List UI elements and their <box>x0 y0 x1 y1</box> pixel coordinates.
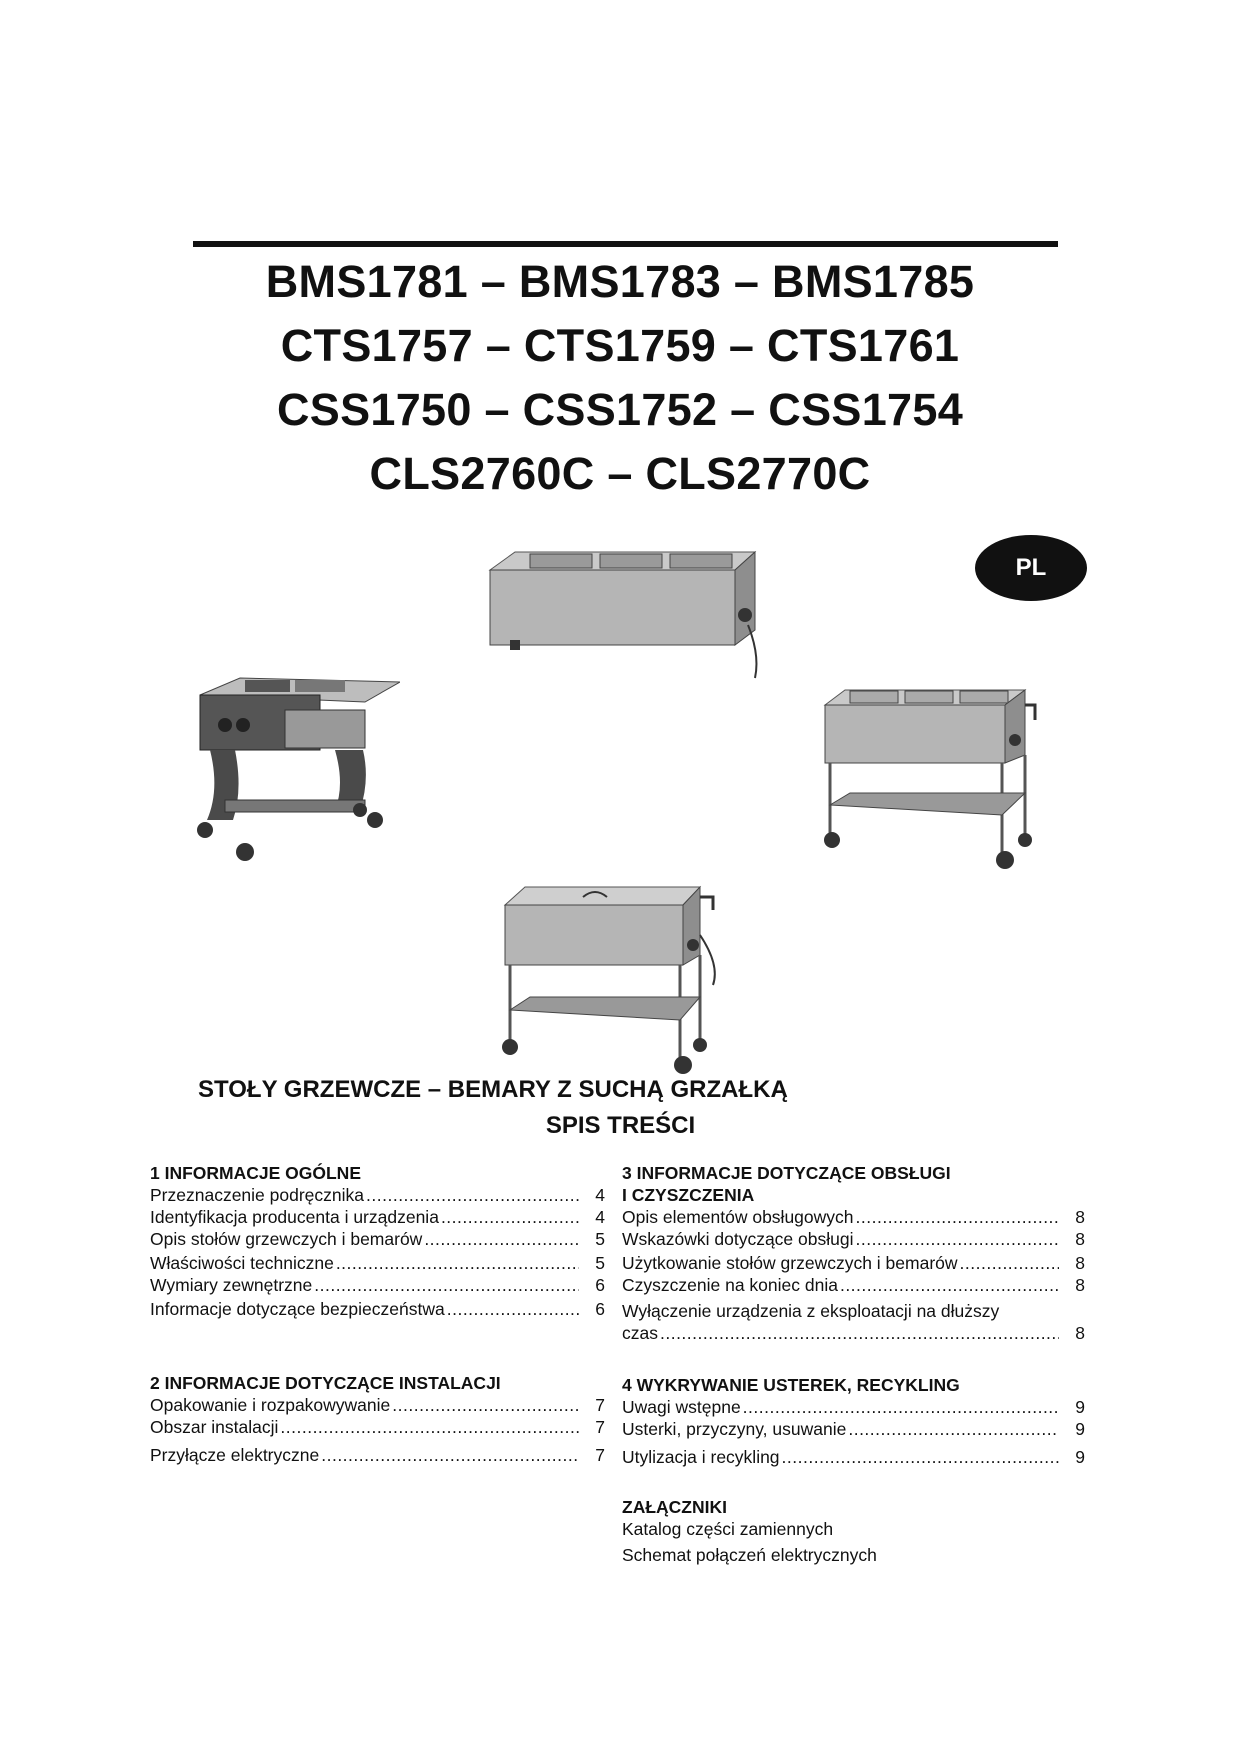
toc-entry[interactable]: Czyszczenie na koniec dnia ..... 8 <box>622 1274 1085 1296</box>
toc-right-column <box>622 1162 1085 1566</box>
title-rule <box>193 241 1058 247</box>
attachments-heading: ZAŁĄCZNIKI <box>622 1497 727 1517</box>
toc-entry[interactable]: Użytkowanie stołów grzewczych i bemarów ..... 8 <box>622 1252 1085 1274</box>
toc-entry-long[interactable]: Wyłączenie urządzenia z eksploatacji na dłuższy <box>622 1301 1000 1321</box>
attachment-item: Katalog części zamiennych <box>622 1519 834 1539</box>
model-line: BMS1781 – BMS1783 – BMS1785 <box>265 256 975 307</box>
toc-entry[interactable]: Identyfikacja producenta i urządzenia ..... 4 <box>150 1206 605 1228</box>
toc-heading: SPIS TREŚCI <box>545 1112 696 1139</box>
toc-entry[interactable]: Wskazówki dotyczące obsługi ..... 8 <box>622 1228 1085 1250</box>
toc-entry[interactable]: Właściwości techniczne ..... 5 <box>150 1252 605 1274</box>
toc-section-heading: 2 INFORMACJE DOTYCZĄCE INSTALACJI <box>150 1373 501 1393</box>
toc-section-heading: 1 INFORMACJE OGÓLNE <box>150 1163 361 1183</box>
toc-entry[interactable]: Opis elementów obsługowych ..... 8 <box>622 1206 1085 1228</box>
toc-entry[interactable]: Utylizacja i recykling ..... 9 <box>622 1446 1085 1468</box>
model-line: CLS2760C – CLS2770C <box>369 448 871 499</box>
subtitle-text: STOŁY GRZEWCZE – BEMARY Z SUCHĄ GRZAŁKĄ <box>198 1076 788 1103</box>
language-badge: PL <box>975 535 1087 601</box>
toc-left-column <box>150 1162 605 1466</box>
product-image-tabletop-bemar <box>470 540 770 680</box>
toc-section-heading-cont: I CZYSZCZENIA <box>622 1185 755 1205</box>
model-list <box>150 250 1090 506</box>
toc-entry[interactable]: Informacje dotyczące bezpieczeństwa ..... 6 <box>150 1298 605 1320</box>
toc-entry[interactable]: Usterki, przyczyny, usuwanie ..... 9 <box>622 1418 1085 1440</box>
product-image-trolley-wood <box>185 670 400 865</box>
model-line: CSS1750 – CSS1752 – CSS1754 <box>276 384 964 435</box>
toc-section-heading: 3 INFORMACJE DOTYCZĄCE OBSŁUGI <box>622 1163 951 1183</box>
model-line: CTS1757 – CTS1759 – CTS1761 <box>280 320 960 371</box>
toc-section-heading: 4 WYKRYWANIE USTEREK, RECYKLING <box>622 1375 960 1395</box>
toc-entry[interactable]: Obszar instalacji ..... 7 <box>150 1416 605 1438</box>
toc-entry[interactable]: Przeznaczenie podręcznika ..... 4 <box>150 1184 605 1206</box>
toc-entry[interactable]: Przyłącze elektryczne ..... 7 <box>150 1444 605 1466</box>
toc-entry[interactable]: Wymiary zewnętrzne ..... 6 <box>150 1274 605 1296</box>
product-image-trolley-lid <box>495 875 725 1075</box>
product-image-trolley-bemar <box>820 675 1045 870</box>
toc-entry[interactable]: Opis stołów grzewczych i bemarów ..... 5 <box>150 1228 605 1250</box>
toc-entry[interactable]: Uwagi wstępne ..... 9 <box>622 1396 1085 1418</box>
toc-entry[interactable]: czas ..... 8 <box>622 1322 1085 1344</box>
toc-entry[interactable]: Opakowanie i rozpakowywanie ..... 7 <box>150 1394 605 1416</box>
attachment-item: Schemat połączeń elektrycznych <box>622 1545 877 1565</box>
